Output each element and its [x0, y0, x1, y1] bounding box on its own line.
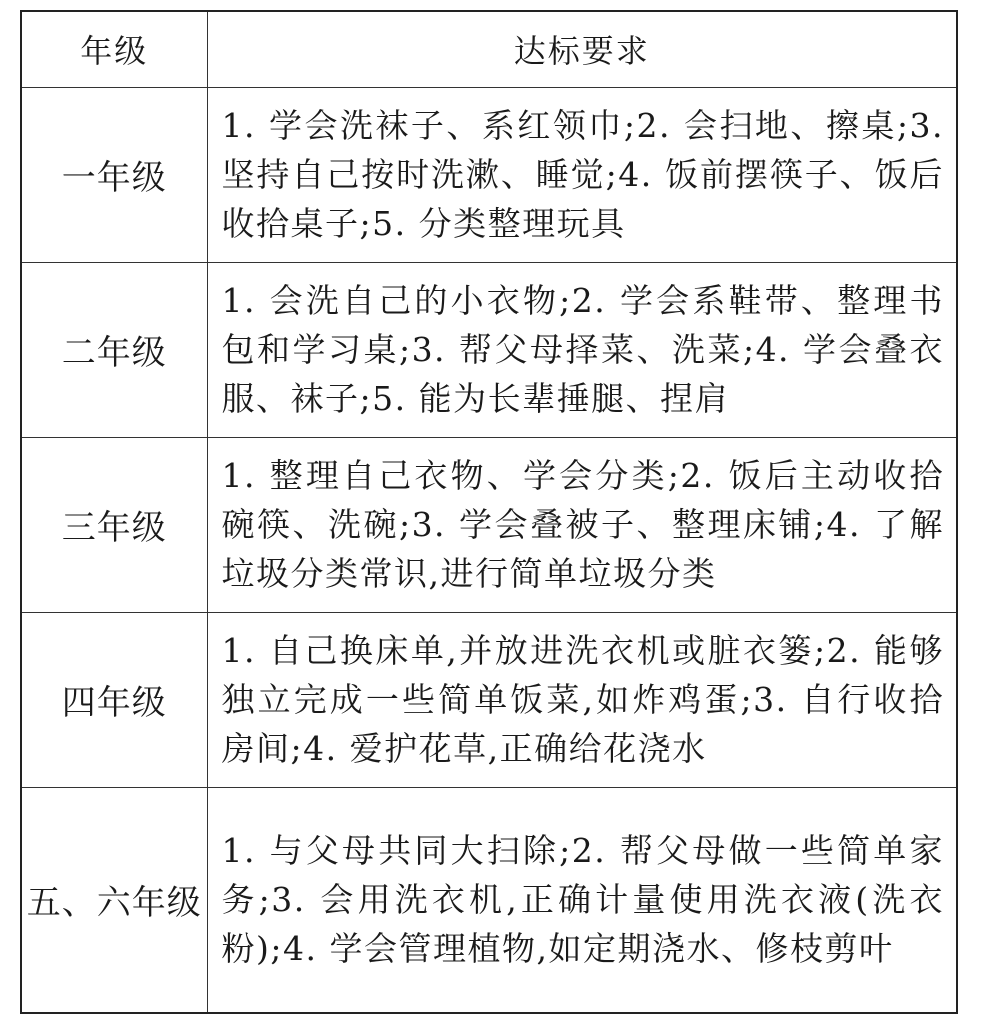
requirement-cell: 1. 与父母共同大扫除;2. 帮父母做一些简单家务;3. 会用洗衣机,正确计量使用洗衣液(洗衣粉);4. 学会管理植物,如定期浇水、修枝剪叶: [207, 787, 957, 1013]
requirement-cell: 1. 自己换床单,并放进洗衣机或脏衣篓;2. 能够独立完成一些简单饭菜,如炸鸡蛋;3. 自行收拾房间;4. 爱护花草,正确给花浇水: [207, 612, 957, 787]
grade-cell: 二年级: [21, 262, 207, 437]
requirement-cell: 1. 学会洗袜子、系红领巾;2. 会扫地、擦桌;3. 坚持自己按时洗漱、睡觉;4. 饭前摆筷子、饭后收拾桌子;5. 分类整理玩具: [207, 87, 957, 262]
table-row: [21, 87, 957, 262]
grade-requirements-table: [20, 10, 958, 1014]
grade-cell: 三年级: [21, 437, 207, 612]
header-row: [21, 11, 957, 87]
requirement-cell: 1. 整理自己衣物、学会分类;2. 饭后主动收拾碗筷、洗碗;3. 学会叠被子、整理床铺;4. 了解垃圾分类常识,进行简单垃圾分类: [207, 437, 957, 612]
header-grade: 年级: [21, 11, 207, 87]
table-row: [21, 612, 957, 787]
table-row: [21, 787, 957, 1013]
requirement-cell: 1. 会洗自己的小衣物;2. 学会系鞋带、整理书包和学习桌;3. 帮父母择菜、洗菜;4. 学会叠衣服、袜子;5. 能为长辈捶腿、捏肩: [207, 262, 957, 437]
table-row: [21, 437, 957, 612]
grade-cell: 四年级: [21, 612, 207, 787]
table-row: [21, 262, 957, 437]
header-requirement: 达标要求: [207, 11, 957, 87]
grade-cell: 五、六年级: [21, 787, 207, 1013]
grade-cell: 一年级: [21, 87, 207, 262]
